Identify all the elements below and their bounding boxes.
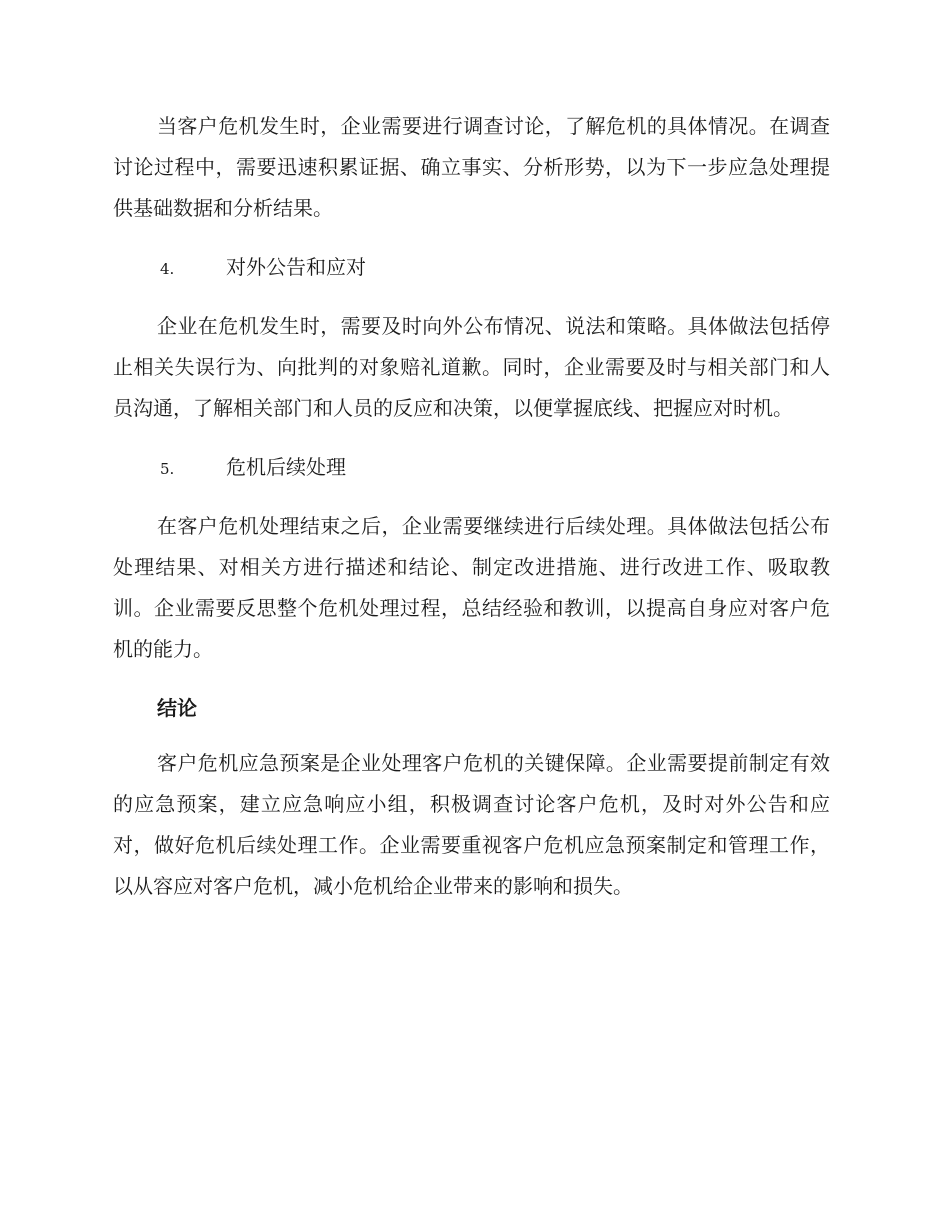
paragraph-follow-up: 在客户危机处理结束之后，企业需要继续进行后续处理。具体做法包括公布处理结果、对相关方进行描述和结论、制定改进措施、进行改进工作、吸取教训。企业需要反思整个危机处理过程，总结经验和教训，以提高自身应对客户危机的能力。 <box>113 514 830 661</box>
paragraph-public-announcement: 企业在危机发生时，需要及时向外公布情况、说法和策略。具体做法包括停止相关失误行为、向批判的对象赔礼道歉。同时，企业需要及时与相关部门和人员沟通，了解相关部门和人员的反应和决策，以便掌握底线、把握应对时机。 <box>113 314 830 420</box>
list-title: 对外公告和应对 <box>226 255 366 279</box>
document-body <box>113 106 830 907</box>
list-title: 危机后续处理 <box>226 455 346 479</box>
paragraph-investigation: 当客户危机发生时，企业需要进行调查讨论，了解危机的具体情况。在调查讨论过程中，需要迅速积累证据、确立事实、分析形势，以为下一步应急处理提供基础数据和分析结果。 <box>113 114 830 220</box>
list-number: 4. <box>160 260 175 278</box>
list-item-4-heading <box>113 247 830 288</box>
list-number: 5. <box>160 460 175 478</box>
conclusion-heading: 结论 <box>157 696 197 720</box>
paragraph-conclusion: 客户危机应急预案是企业处理客户危机的关键保障。企业需要提前制定有效的应急预案，建立应急响应小组，积极调查讨论客户危机，及时对外公告和应对，做好危机后续处理工作。企业需要重视客户危机应急预案制定和管理工作，以从容应对客户危机，减小危机给企业带来的影响和损失。 <box>113 751 830 898</box>
list-item-5-heading <box>113 447 830 488</box>
